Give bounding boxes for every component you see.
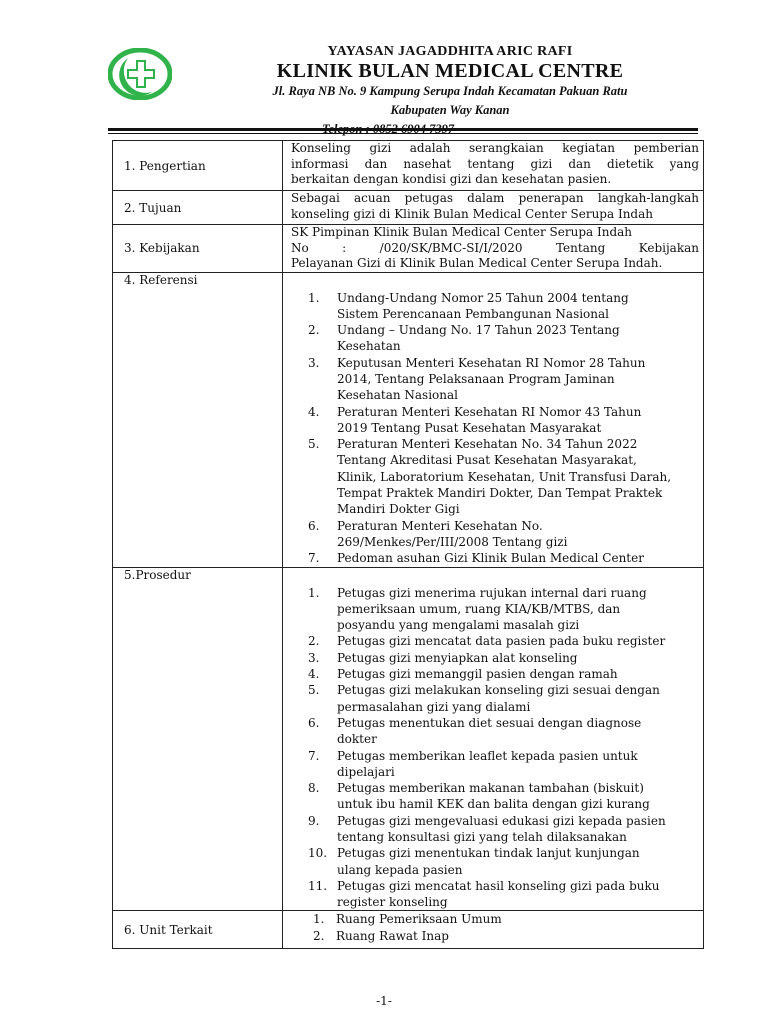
list-item-number: 6.: [308, 518, 320, 533]
list-item-line: pemeriksaan umum, ruang KIA/KB/MTBS, dan: [337, 601, 621, 616]
list-item-line: Petugas memberikan makanan tambahan (biskuit): [337, 781, 644, 796]
list-item-line: Keputusan Menteri Kesehatan RI Nomor 28 Tahun: [337, 355, 646, 370]
list-item-line: Ruang Pemeriksaan Umum: [336, 912, 502, 927]
list-item-line: Kesehatan: [337, 339, 401, 354]
header-rule-thick: [108, 128, 698, 131]
row-tujuan: [113, 191, 704, 225]
list-item-line: Tempat Praktek Mandiri Dokter, Dan Tempat Praktek: [337, 486, 663, 501]
list-item-line: Peraturan Menteri Kesehatan No.: [337, 518, 543, 533]
list-item: [291, 715, 699, 748]
list-item-number: 7.: [308, 748, 320, 763]
list-item-line: permasalahan gizi yang dialami: [337, 699, 531, 714]
list-item-line: Kesehatan Nasional: [337, 388, 459, 403]
clinic-address: Jl. Raya NB No. 9 Kampung Serupa Indah Kecamatan Pakuan Ratu: [272, 84, 628, 98]
clinic-logo: [108, 48, 172, 100]
list-item: [291, 550, 699, 566]
list-item: [291, 748, 699, 781]
row-label: 3. Kebijakan: [113, 225, 283, 273]
list-item: [291, 650, 699, 666]
list-item: [291, 585, 699, 634]
list-item-number: 5.: [308, 437, 320, 452]
clinic-name: KLINIK BULAN MEDICAL CENTRE: [276, 60, 624, 82]
row-label: 4. Referensi: [113, 272, 283, 567]
list-item-number: 1.: [313, 912, 325, 927]
list-item-number: 1.: [308, 290, 320, 305]
list-item-line: posyandu yang mengalami masalah gizi: [337, 618, 580, 633]
row-value: [283, 225, 704, 273]
list-item-line: Undang – Undang No. 17 Tahun 2023 Tentang: [337, 323, 620, 338]
list-item-line: Peraturan Menteri Kesehatan RI Nomor 43 Tahun: [337, 404, 642, 419]
text-line: konseling gizi di Klinik Bulan Medical Center Serupa Indah: [291, 206, 653, 221]
list-item-line: 269/Menkes/Per/III/2008 Tentang gizi: [337, 534, 568, 549]
list-item-line: dokter: [337, 732, 377, 747]
row-label: 1. Pengertian: [113, 141, 283, 191]
row-label: 5.Prosedur: [113, 567, 283, 911]
list-item-number: 9.: [308, 813, 320, 828]
row-value: [283, 911, 704, 949]
row-value: [283, 272, 704, 567]
list-item: [291, 928, 699, 944]
list-item-number: 6.: [308, 715, 320, 730]
foundation-name: YAYASAN JAGADDHITA ARIC RAFI: [327, 44, 573, 59]
list-item-line: Mandiri Dokter Gigi: [337, 502, 460, 517]
list-item-line: tentang konsultasi gizi yang telah dilaksanakan: [337, 830, 627, 844]
referensi-list: [291, 290, 699, 567]
list-item: [291, 355, 699, 404]
list-item-line: register konseling: [337, 895, 448, 910]
list-item-line: Petugas gizi menerima rujukan internal dari ruang: [337, 585, 647, 600]
list-item-line: untuk ibu hamil KEK dan balita dengan gizi kurang: [337, 797, 650, 812]
list-item-line: Peraturan Menteri Kesehatan No. 34 Tahun 2022: [337, 437, 638, 452]
list-item-line: Petugas memberikan leaflet kepada pasien untuk: [337, 748, 638, 763]
list-item-line: Sistem Perencanaan Pembangunan Nasional: [337, 306, 610, 321]
list-item-number: 8.: [308, 781, 320, 796]
list-item-line: Pedoman asuhan Gizi Klinik Bulan Medical Center: [337, 551, 644, 566]
list-item: [291, 518, 699, 551]
list-item: [291, 666, 699, 682]
list-item-number: 11.: [308, 878, 328, 893]
text-line: SK Pimpinan Klinik Bulan Medical Center Serupa Indah: [291, 225, 633, 239]
text-line: No : /020/SK/BMC-SI/I/2020 Tentang Kebijakan: [291, 240, 699, 255]
row-value: [283, 191, 704, 225]
text-line: Sebagai acuan petugas dalam penerapan langkah-langkah: [291, 191, 699, 205]
row-unit-terkait: [113, 911, 704, 949]
letterhead: [200, 44, 700, 139]
list-item: [291, 322, 699, 355]
list-item-line: 2014, Tentang Pelaksanaan Program Jaminan: [337, 371, 615, 386]
list-item-line: 2019 Tentang Pusat Kesehatan Masyarakat: [337, 420, 602, 435]
list-item: [291, 633, 699, 649]
list-item-line: ulang kepada pasien: [337, 862, 463, 877]
list-item: [291, 878, 699, 911]
list-item: [291, 290, 699, 323]
list-item-line: Petugas gizi menentukan tindak lanjut kunjungan: [337, 846, 640, 861]
list-item-number: 2.: [313, 928, 325, 943]
text-line: berkaitan dengan kondisi gizi dan kesehatan pasien.: [291, 172, 612, 186]
page-number: -1-: [376, 994, 392, 1008]
list-item-line: Petugas gizi mengevaluasi edukasi gizi kepada pasien: [337, 813, 666, 828]
list-item-number: 1.: [308, 585, 320, 600]
prosedur-list: [291, 585, 699, 911]
list-item-line: Ruang Rawat Inap: [336, 928, 449, 943]
list-item: [291, 682, 699, 715]
list-item-number: 10.: [308, 846, 328, 861]
list-item: [291, 911, 699, 927]
list-item-line: Petugas gizi melakukan konseling gizi sesuai dengan: [337, 683, 660, 698]
list-item: [291, 813, 699, 846]
row-label: 6. Unit Terkait: [113, 911, 283, 949]
list-item: [291, 436, 699, 517]
list-item: [291, 404, 699, 437]
list-item-number: 2.: [308, 323, 320, 338]
list-item-number: 4.: [308, 404, 320, 419]
row-label: 2. Tujuan: [113, 191, 283, 225]
list-item-line: Tentang Akreditasi Pusat Kesehatan Masyarakat,: [337, 453, 637, 468]
unit-list: [291, 911, 699, 944]
list-item-line: Petugas gizi menyiapkan alat konseling: [337, 650, 578, 665]
row-value: [283, 141, 704, 191]
list-item-line: Petugas gizi memanggil pasien dengan ramah: [337, 667, 618, 682]
row-pengertian: [113, 141, 704, 191]
text-line: informasi dan nasehat tentang gizi dan dietetik yang: [291, 156, 699, 171]
clinic-regency: Kabupaten Way Kanan: [390, 103, 510, 117]
text-line: Pelayanan Gizi di Klinik Bulan Medical Center Serupa Indah.: [291, 256, 663, 270]
list-item-line: Petugas gizi mencatat data pasien pada buku register: [337, 634, 666, 649]
list-item: [291, 845, 699, 878]
header-rule-thin: [108, 133, 698, 134]
row-prosedur: [113, 567, 704, 911]
list-item-line: Petugas gizi mencatat hasil konseling gizi pada buku: [337, 878, 660, 893]
list-item-number: 7.: [308, 551, 320, 566]
text-line: Konseling gizi adalah serangkaian kegiatan pemberian: [291, 141, 699, 155]
list-item: [291, 780, 699, 813]
row-kebijakan: [113, 225, 704, 273]
list-item-number: 4.: [308, 667, 320, 682]
row-value: [283, 567, 704, 911]
list-item-line: Klinik, Laboratorium Kesehatan, Unit Transfusi Darah,: [337, 469, 672, 484]
row-referensi: [113, 272, 704, 567]
sop-table: [112, 140, 704, 949]
list-item-line: dipelajari: [337, 764, 395, 779]
list-item-number: 5.: [308, 683, 320, 698]
list-item-line: Petugas menentukan diet sesuai dengan diagnose: [337, 715, 642, 730]
list-item-number: 2.: [308, 634, 320, 649]
list-item-line: Undang-Undang Nomor 25 Tahun 2004 tentang: [337, 290, 629, 305]
list-item-number: 3.: [308, 650, 320, 665]
list-item-number: 3.: [308, 355, 320, 370]
